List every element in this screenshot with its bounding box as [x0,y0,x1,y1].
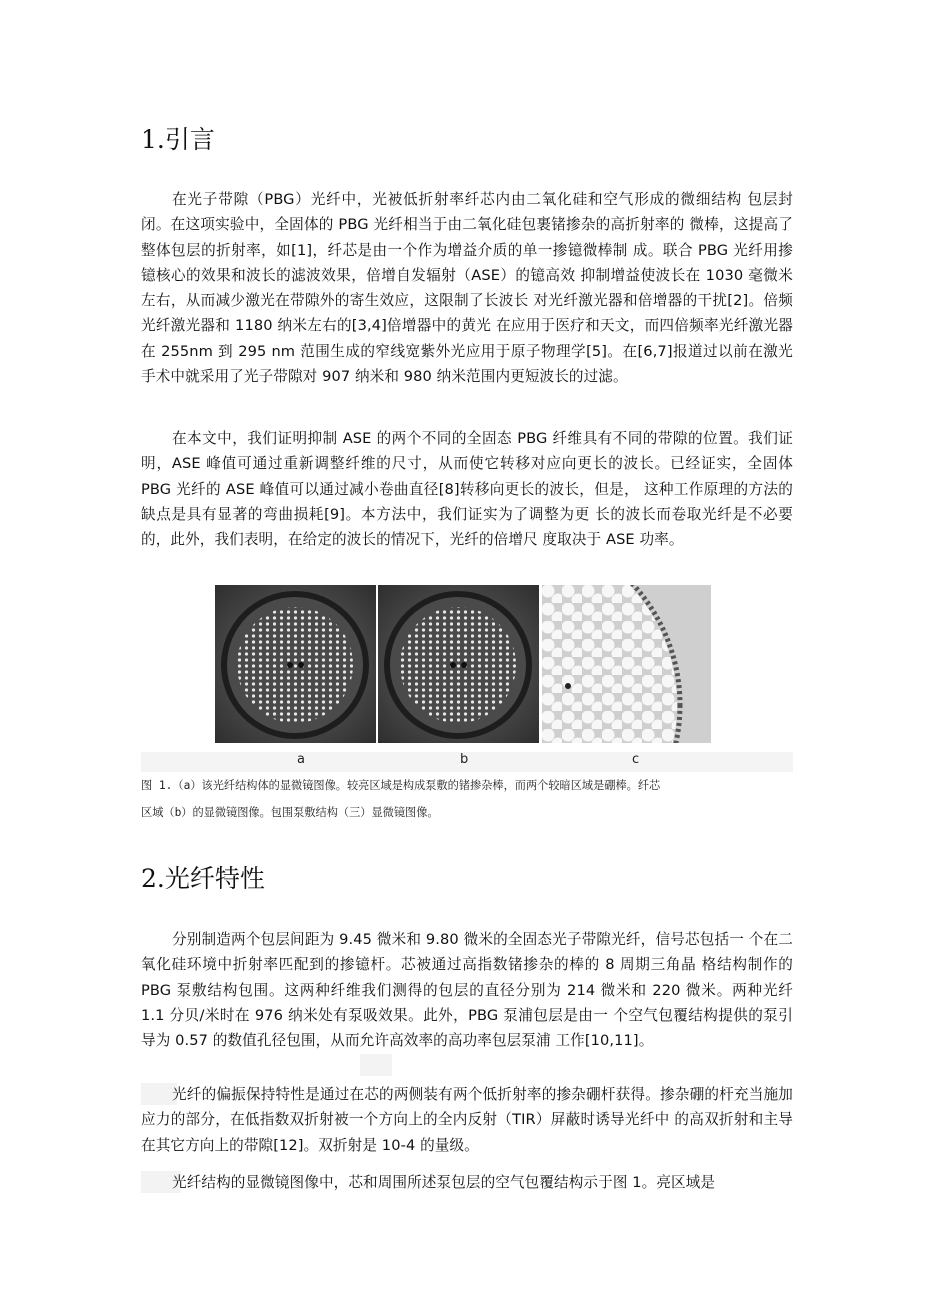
panel-label-b: b [460,752,469,767]
section-1-heading: 1.引言 [141,125,215,154]
section-2-paragraph-1: 分别制造两个包层间距为 9.45 微米和 9.80 微米的全固态光子带隙光纤，信号芯包括一 个在二氧化硅环境中折射率匹配到的掺镱杆。芯被通过高指数锗掺杂的棒的 8 周期三角晶 格结构制作的 PBG 泵敷结构包围。这两种纤维我们测得的包层的直径分别为 214 微米和 220 微米。两种光纤 1.1 分贝/米时在 976 纳米处有泵吸效果。此外，PBG 泵浦包层是由一 个空气包覆结构提供的泵引导为 0.57 的数值孔径包围，从而允许高效率的高功率包层泵浦 工作[10,11]。 [141,931,793,1050]
panel-label-a: a [297,752,305,767]
section-1-paragraph-1: 在光子带隙（PBG）光纤中，光被低折射率纤芯内由二氧化硅和空气形成的微细结构 包层封闭。在这项实验中，全固体的 PBG 光纤相当于由二氧化硅包裹锗掺杂的高折射率的 微棒，这提高了整体包层的折射率，如[1]，纤芯是由一个作为增益介质的单一掺镱微棒制 成。联合 PBG 光纤用掺镱核心的效果和波长的滤波效果，倍增自发辐射（ASE）的镱高效 抑制增益使波长在 1030 毫微米左右，从而减少激光在带隙外的寄生效应，这限制了长波长 对光纤激光器和倍增器的干扰[2]。倍频光纤激光器和 1180 纳米左右的[3,4]倍增器中的黄光 在应用于医疗和天文，而四倍频率光纤激光器在 255nm 到 295 nm 范围生成的窄线宽紫外光应用于原子物理学[5]。在[6,7]报道过以前在激光手术中就采用了光子带隙对 907 纳米和 980 纳米范围内更短波长的过滤。 [141,191,793,386]
section-2-paragraph-3: 光纤结构的显微镜图像中，芯和周围所述泵包层的空气包覆结构示于图 1。亮区域是 [172,1174,716,1191]
figure-1-caption-line-2: 区域（b）的显微镜图像。包围泵敷结构（三）显微镜图像。 [141,806,439,819]
section-2-heading: 2.光纤特性 [141,864,265,893]
panel-label-c: c [632,752,640,767]
fiber-micrograph-c [542,585,711,743]
section-2-paragraph-2: 光纤的偏振保持特性是通过在芯的两侧装有两个低折射率的掺杂硼杆获得。掺杂硼的杆充当施加应力的部分，在低指数双折射被一个方向上的全内反射（TIR）屏蔽时诱导光纤中 的高双折射和主导在其它方向上的带隙[12]。双折射是 10-4 的量级。 [141,1086,793,1154]
figure-1-images [215,585,711,743]
shade-mark [360,1054,392,1076]
fiber-micrograph-b [378,585,539,743]
section-1-paragraph-2: 在本文中，我们证明抑制 ASE 的两个不同的全固态 PBG 纤维具有不同的带隙的位置。我们证明，ASE 峰值可通过重新调整纤维的尺寸，从而使它转移对应向更长的波长。已经证实，全固体 PBG 光纤的 ASE 峰值可以通过减小卷曲直径[8]转移向更长的波长，但是， 这种工作原理的方法的缺点是具有显著的弯曲损耗[9]。本方法中，我们证实为了调整为更 长的波长而卷取光纤是不必要的，此外，我们表明，在给定的波长的情况下，光纤的倍增尺 度取决于 ASE 功率。 [141,430,793,549]
fiber-micrograph-a [215,585,376,743]
figure-1-caption-line-1: 图 1.（a）该光纤结构体的显微镜图像。较亮区域是构成泵敷的锗掺杂棒，而两个较暗区域是硼棒。纤芯 [141,779,661,792]
